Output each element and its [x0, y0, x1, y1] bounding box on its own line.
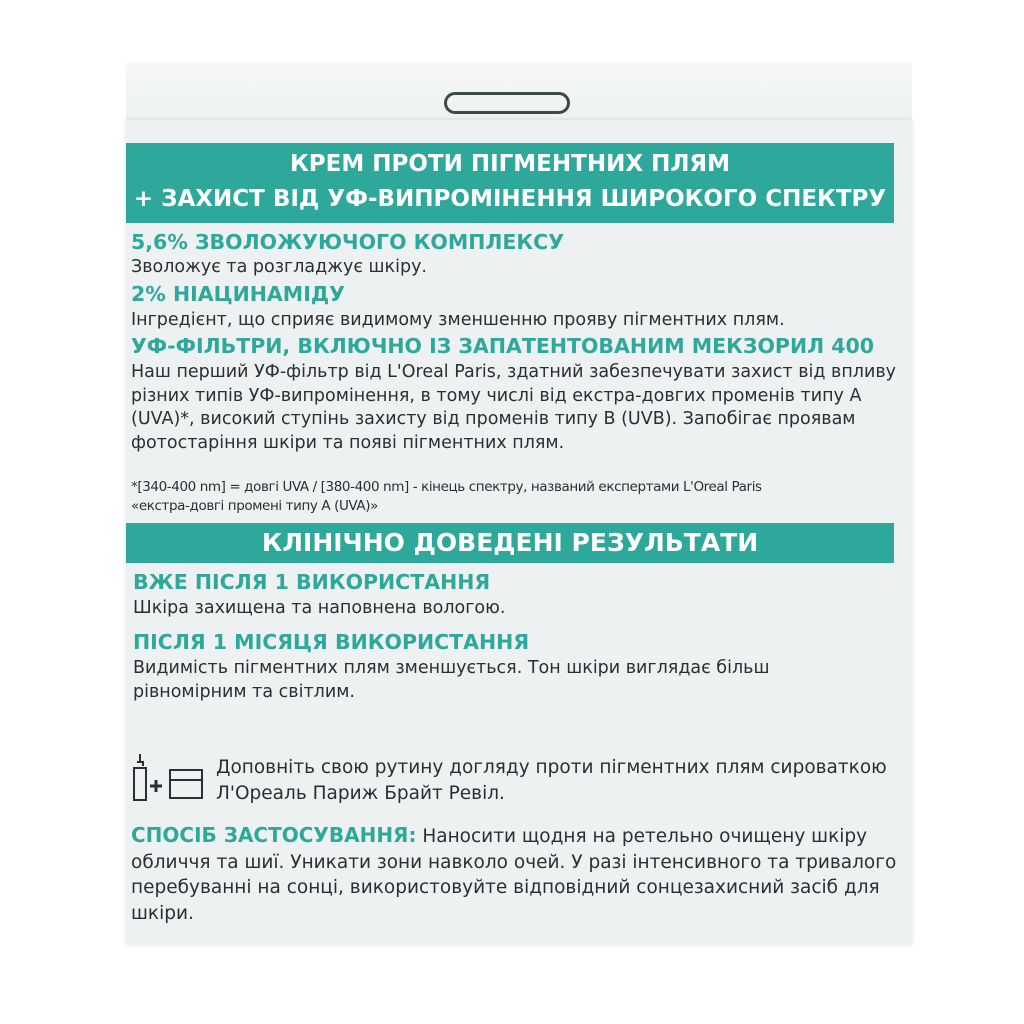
ingredient-1-text: Зволожує та розгладжує шкіру.	[131, 257, 427, 277]
result-2-text: Видимість пігментних плям зменшується. Тон шкіри виглядає більш рівномірним та світлим.	[133, 658, 770, 702]
ingredient-2-text: Інгредієнт, що сприяє видимому зменшенню прояву пігментних плям.	[131, 310, 785, 330]
product-title-line-2: + ЗАХИСТ ВІД УФ-ВИПРОМІНЕННЯ ШИРОКОГО СПЕКТРУ	[133, 186, 887, 212]
ingredient-2-title: 2% НІАЦИНАМІДУ	[131, 282, 345, 306]
application-method-text: Наносити щодня на ретельно очищену шкіру обличчя та шиї. Уникати зони навколо очей. У разі інтенсивного та тривалого перебуванні на сонці, використовуйте відповідний сонцезахисний засіб для шкіри.	[131, 826, 897, 924]
product-title-band	[126, 143, 894, 223]
result-2-title: ПІСЛЯ 1 МІСЯЦЯ ВИКОРИСТАННЯ	[133, 630, 530, 654]
jar-cap-outline	[444, 92, 570, 114]
ingredient-3-text: Наш перший УФ-фільтр від L'Oreal Paris, здатний забезпечувати захист від впливу різних типів УФ-випромінення, в тому числі від екстра-довгих променів типу А (UVA)*, високий ступінь захисту від променів типу В (UVB). Запобігає проявам фотостаріння шкіри та появі пігментних плям.	[131, 362, 897, 453]
application-method-label: СПОСІБ ЗАСТОСУВАННЯ:	[131, 823, 417, 847]
result-1-title: ВЖЕ ПІСЛЯ 1 ВИКОРИСТАННЯ	[133, 570, 491, 594]
serum-plus-cream-icon	[130, 748, 210, 804]
application-method	[131, 823, 897, 926]
ingredient-3-title: УФ-ФІЛЬТРИ, ВКЛЮЧНО ІЗ ЗАПАТЕНТОВАНИМ МЕКЗОРИЛ 400	[131, 334, 875, 358]
product-title-line-1: КРЕМ ПРОТИ ПІГМЕНТНИХ ПЛЯМ	[289, 151, 731, 177]
routine-text: Доповніть свою рутину догляду проти пігментних плям сироваткою Л'Ореаль Париж Брайт Ревіл.	[216, 757, 887, 804]
results-heading: КЛІНІЧНО ДОВЕДЕНІ РЕЗУЛЬТАТИ	[126, 523, 894, 563]
result-1-text: Шкіра захищена та наповнена вологою.	[133, 598, 506, 618]
ingredient-1-title: 5,6% ЗВОЛОЖУЮЧОГО КОМПЛЕКСУ	[131, 230, 565, 254]
footnote-line-2: «екстра-довгі промені типу А (UVA)»	[131, 498, 378, 514]
footnote-line-1: *[340-400 nm] = довгі UVA / [380-400 nm] - кінець спектру, названий експертами L'Oreal Paris	[131, 479, 762, 495]
